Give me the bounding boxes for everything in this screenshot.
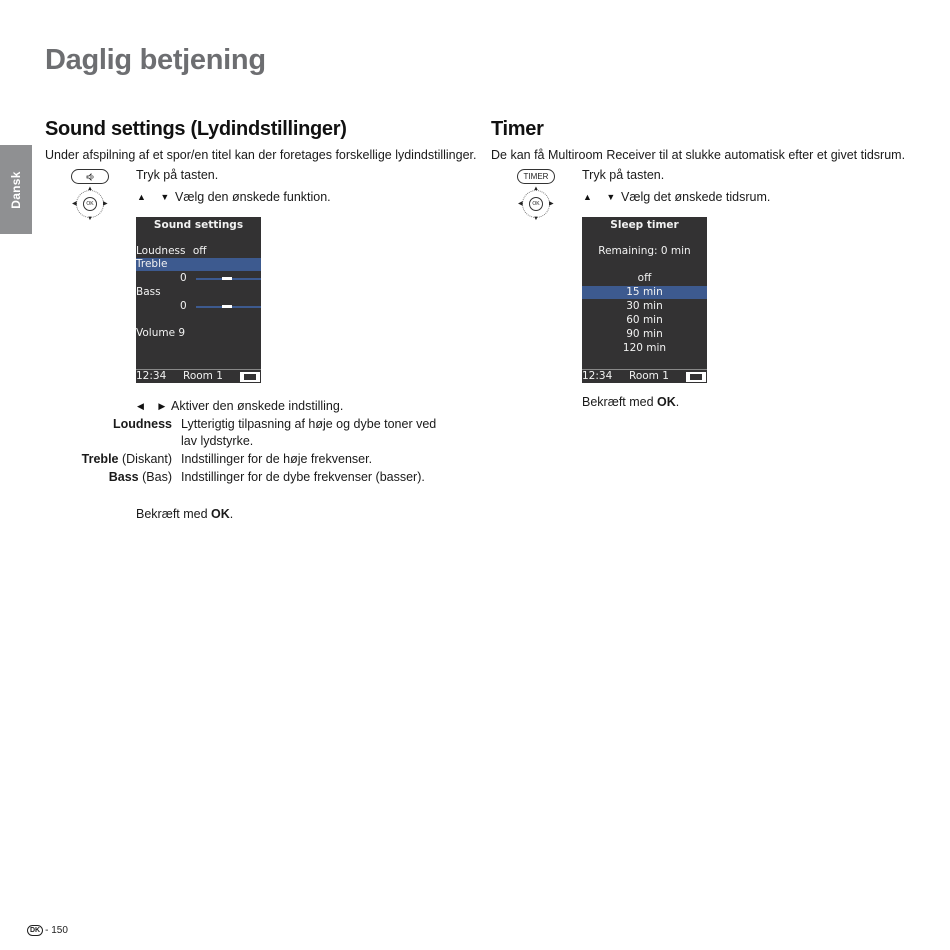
timer-option[interactable]: 90 min <box>626 328 663 340</box>
timer-option[interactable]: off <box>637 272 652 284</box>
sound-step3: Aktiver den ønskede indstilling. <box>171 399 344 413</box>
sound-settings-screen <box>136 217 261 383</box>
volume-row: Volume 9 <box>136 327 186 339</box>
sound-step2: Vælg den ønskede funktion. <box>175 190 331 204</box>
battery-icon <box>240 372 260 382</box>
status-time: 12:34 <box>136 370 167 382</box>
timer-step1: Tryk på tasten. <box>582 168 665 182</box>
treble-term-name: Treble <box>81 452 119 466</box>
confirm-suffix: . <box>675 395 680 409</box>
battery-icon <box>686 372 706 382</box>
loudness-label: Loudness <box>136 245 186 257</box>
timer-key[interactable] <box>517 169 555 184</box>
sound-section-title: Sound settings (Lydindstillinger) <box>45 118 347 140</box>
timer-intro: De kan få Multiroom Receiver til at slukke automatisk efter et givet tidsrum. <box>491 148 906 162</box>
up-arrow-icon: ▲ <box>87 186 93 192</box>
status-bar <box>582 369 707 383</box>
timer-option[interactable]: 30 min <box>626 300 663 312</box>
timer-option[interactable]: 120 min <box>622 342 667 354</box>
sound-intro: Under afspilning af et spor/en titel kan der foretages forskellige lydindstillinger. <box>45 148 477 162</box>
timer-option[interactable]: 60 min <box>626 314 663 326</box>
treble-slider[interactable] <box>136 272 261 285</box>
timer-confirm <box>582 395 679 409</box>
status-bar <box>136 369 261 383</box>
treble-row[interactable] <box>136 258 261 271</box>
bass-row[interactable] <box>136 286 261 299</box>
timer-dpad[interactable] <box>518 186 554 222</box>
up-arrow-icon: ▲ <box>533 186 539 192</box>
treble-value: 0 <box>180 272 187 284</box>
bass-knob[interactable] <box>222 305 232 308</box>
screen-title: Sound settings <box>153 219 244 231</box>
sound-updown-arrows-icon: ▲ ▼ <box>137 192 176 202</box>
loudness-desc: Lytterigtig tilpasning af høje og dybe toner ved lav lydstyrke. <box>181 417 437 448</box>
sound-step1: Tryk på tasten. <box>136 168 219 182</box>
sleep-timer-screen <box>582 217 707 383</box>
page-footer <box>27 925 68 936</box>
treble-desc: Indstillinger for de høje frekvenser. <box>181 452 373 466</box>
confirm-prefix: Bekræft med <box>582 395 658 409</box>
bass-term-note: (Bas) <box>142 470 172 484</box>
treble-term <box>82 452 172 466</box>
timer-section-title: Timer <box>491 118 544 140</box>
sound-key[interactable] <box>71 169 109 184</box>
ok-button[interactable]: OK <box>83 197 97 211</box>
treble-label: Treble <box>136 258 168 270</box>
language-tab <box>0 145 32 234</box>
language-tab-label: Dansk <box>9 170 23 209</box>
treble-knob[interactable] <box>222 277 232 280</box>
sound-dpad[interactable] <box>72 186 108 222</box>
timer-updown-arrows-icon: ▲ ▼ <box>583 192 622 202</box>
sound-confirm <box>136 507 233 521</box>
confirm-prefix: Bekræft med <box>136 507 212 521</box>
right-arrow-icon: ▶ <box>103 201 108 207</box>
right-arrow-icon: ▶ <box>549 201 554 207</box>
page-number: - 150 <box>45 925 68 936</box>
bass-value: 0 <box>180 300 187 312</box>
confirm-ok-key: OK <box>657 395 676 409</box>
bass-desc: Indstillinger for de dybe frekvenser (basser). <box>181 470 425 484</box>
country-badge: DK <box>27 925 43 936</box>
status-room: Room 1 <box>183 370 223 382</box>
page-title: Daglig betjening <box>45 44 266 76</box>
ok-button[interactable]: OK <box>529 197 543 211</box>
bass-term <box>109 470 172 484</box>
screen-title: Sleep timer <box>610 219 679 231</box>
left-arrow-icon: ◀ <box>72 201 77 207</box>
confirm-ok-key: OK <box>211 507 230 521</box>
down-arrow-icon: ▼ <box>87 216 93 222</box>
status-time: 12:34 <box>582 370 613 382</box>
sound-leftright-arrows-icon: ◀ ▶ <box>137 401 172 411</box>
bass-term-name: Bass <box>108 470 139 484</box>
treble-term-note: (Diskant) <box>121 452 172 466</box>
bass-label: Bass <box>136 286 161 298</box>
timer-option[interactable]: 15 min <box>582 286 707 299</box>
bass-slider[interactable] <box>136 300 261 313</box>
loudness-value: off <box>192 245 207 257</box>
loudness-row[interactable] <box>136 245 261 258</box>
timer-key-label: TIMER <box>523 172 549 181</box>
loudness-term: Loudness <box>112 417 172 431</box>
speaker-icon <box>86 173 95 181</box>
timer-step2: Vælg det ønskede tidsrum. <box>621 190 771 204</box>
confirm-suffix: . <box>229 507 234 521</box>
remaining-text: Remaining: 0 min <box>598 245 691 257</box>
down-arrow-icon: ▼ <box>533 216 539 222</box>
left-arrow-icon: ◀ <box>518 201 523 207</box>
status-room: Room 1 <box>629 370 669 382</box>
